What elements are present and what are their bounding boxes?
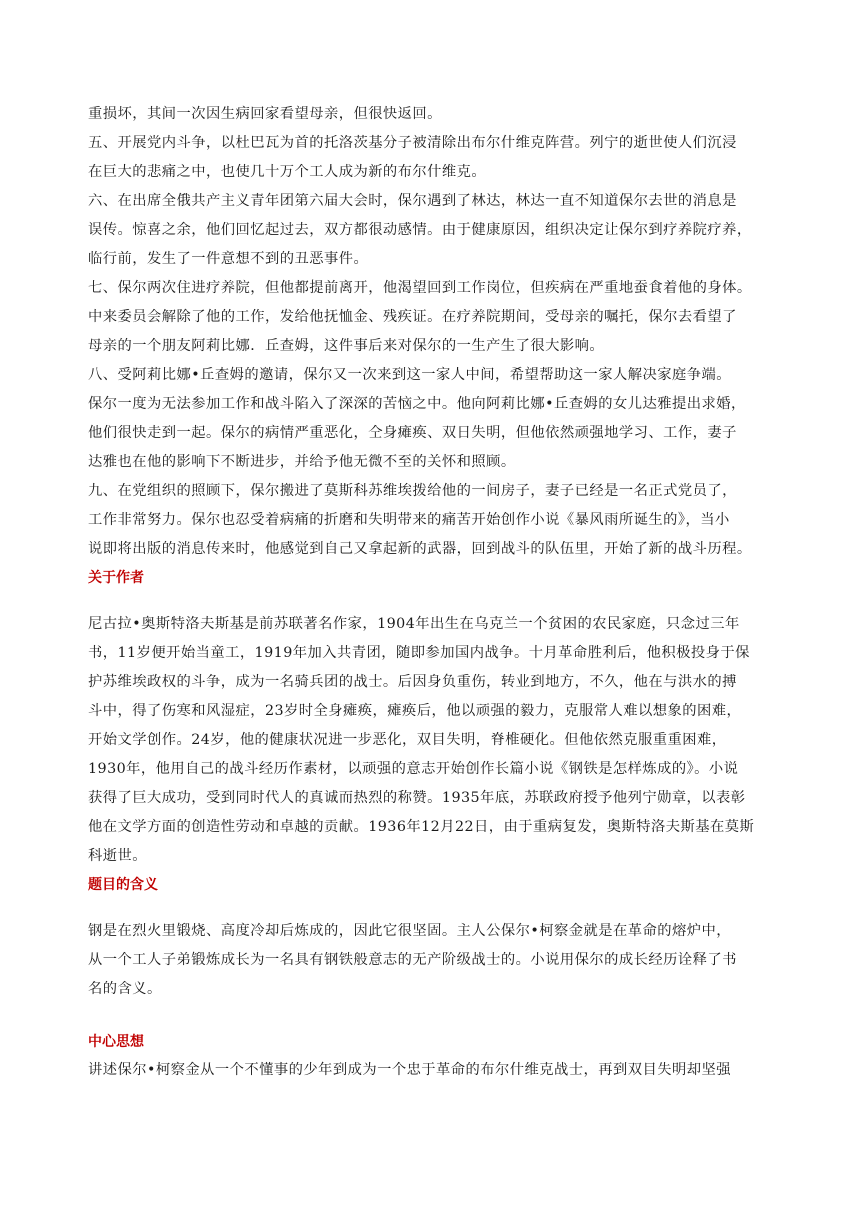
paragraph-part-eight: 八、受阿莉比娜•丘查姆的邀请，保尔又一次来到这一家人中间，希望帮助这一家人解决家庭争端。 保尔一度为无法参加工作和战斗陷入了深深的苦恼之中。他向阿莉比娜•丘查姆的女儿达雅提出求婚， 他们很快走到一起。保尔的病情严重恶化，仝身瘫痪、双日失明，但他依然顽强地学习、工作，妻子 达雅也在他的影响下不断进步，并给予他无微不至的关怀和照顾。 bbox=[88, 367, 746, 470]
heading-about-author: 关于作者 bbox=[88, 570, 144, 586]
spacer bbox=[88, 1004, 778, 1028]
spacer bbox=[88, 592, 778, 610]
paragraph-part-six: 六、在出席全俄共产主义青年团第六届大会时，保尔遇到了林达，林达一直不知道保尔去世的消息是 误传。惊喜之余，他们回忆起过去，双方都很动感情。由于健康原因，组织决定让保尔到疗养院疗养， 临行前，发生了一件意想不到的丑恶事件。 bbox=[88, 193, 752, 267]
paragraph-part-five: 五、开展党内斗争，以杜巴瓦为首的托洛茨基分子被清除出布尔什维克阵营。列宁的逝世使人们沉浸 在巨大的悲痛之中，也使几十万个工人成为新的布尔什维克。 bbox=[88, 135, 737, 180]
paragraph-continuation: 重损坏，其间一次因生病回家看望母亲，但很快返回。 bbox=[88, 106, 442, 122]
paragraph-central-idea: 讲述保尔•柯察金从一个不懂事的少年到成为一个忠于革命的布尔什维克战士，再到双目失明却坚强 bbox=[88, 1062, 731, 1078]
heading-title-meaning: 题目的含义 bbox=[88, 877, 158, 893]
paragraph-title-meaning: 钢是在烈火里锻烧、高度冷却后炼成的，因此它很坚固。主人公保尔•柯察金就是在革命的熔炉中， 从一个工人子弟锻炼成长为一名具有钢铁般意志的无产阶级战士的。小说用保尔的成长经历诠释了书 名的含义。 bbox=[88, 923, 737, 997]
paragraph-about-author: 尼古拉•奥斯特洛夫斯基是前苏联著名作家，1904年出生在乌克兰一个贫困的农民家庭，只念过三年 书，11岁便开始当童工，1919年加入共青团，随即参加国内战争。十月革命胜利后，他积极投身于保 护苏维埃政权的斗争，成为一名骑兵团的战士。后因身负重伤，转业到地方，不久，他在与洪水的搏 斗中，得了伤寒和风湿症，23岁时全身瘫痪，瘫痪后，他以顽强的毅力，克服常人难以想象的困难， 开始文学创作。24岁，他的健康状况进一步恶化，双目失明，脊椎硬化。但他依然克服重重困难， 1930年，他用自己的战斗经历作素材，以顽强的意志开始创作长篇小说《钢铁是怎样炼成的》。小说 获得了巨大成功，受到同时代人的真诚而热烈的称赞。1935年底，苏联政府授予他列宁勋章，以表彰 他在文学方面的创造性劳动和卓越的贡献。1936年12月22日，由于重病复发，奥斯特洛夫斯基在莫斯 科逝世。 bbox=[88, 616, 755, 864]
paragraph-part-seven: 七、保尔两次住进疗养院，但他都提前离开，他渴望回到工作岗位，但疾病在严重地蚕食着他的身体。 中来委员会解除了他的工作，发给他抚恤金、残疾证。在疗养院期间，受母亲的嘱托，保尔去看望了 母亲的一个朋友阿莉比娜．丘查姆，这件事后来对保尔的一生产生了很大影响。 bbox=[88, 280, 752, 354]
paragraph-part-nine: 九、在党组织的照顾下，保尔搬进了莫斯科苏维埃拨给他的一间房子，妻子已经是一名正式党员了， 工作非常努力。保尔也忍受着病痛的折磨和失明带来的痛苦开始创作小说《暴风雨所诞生的》，当小 说即将出版的消息传来时，他感觉到自己又拿起新的武器，回到战斗的队伍里，开始了新的战斗历程。 bbox=[88, 483, 752, 557]
document-page bbox=[88, 100, 778, 1085]
heading-central-idea: 中心思想 bbox=[88, 1034, 144, 1050]
spacer bbox=[88, 899, 778, 917]
